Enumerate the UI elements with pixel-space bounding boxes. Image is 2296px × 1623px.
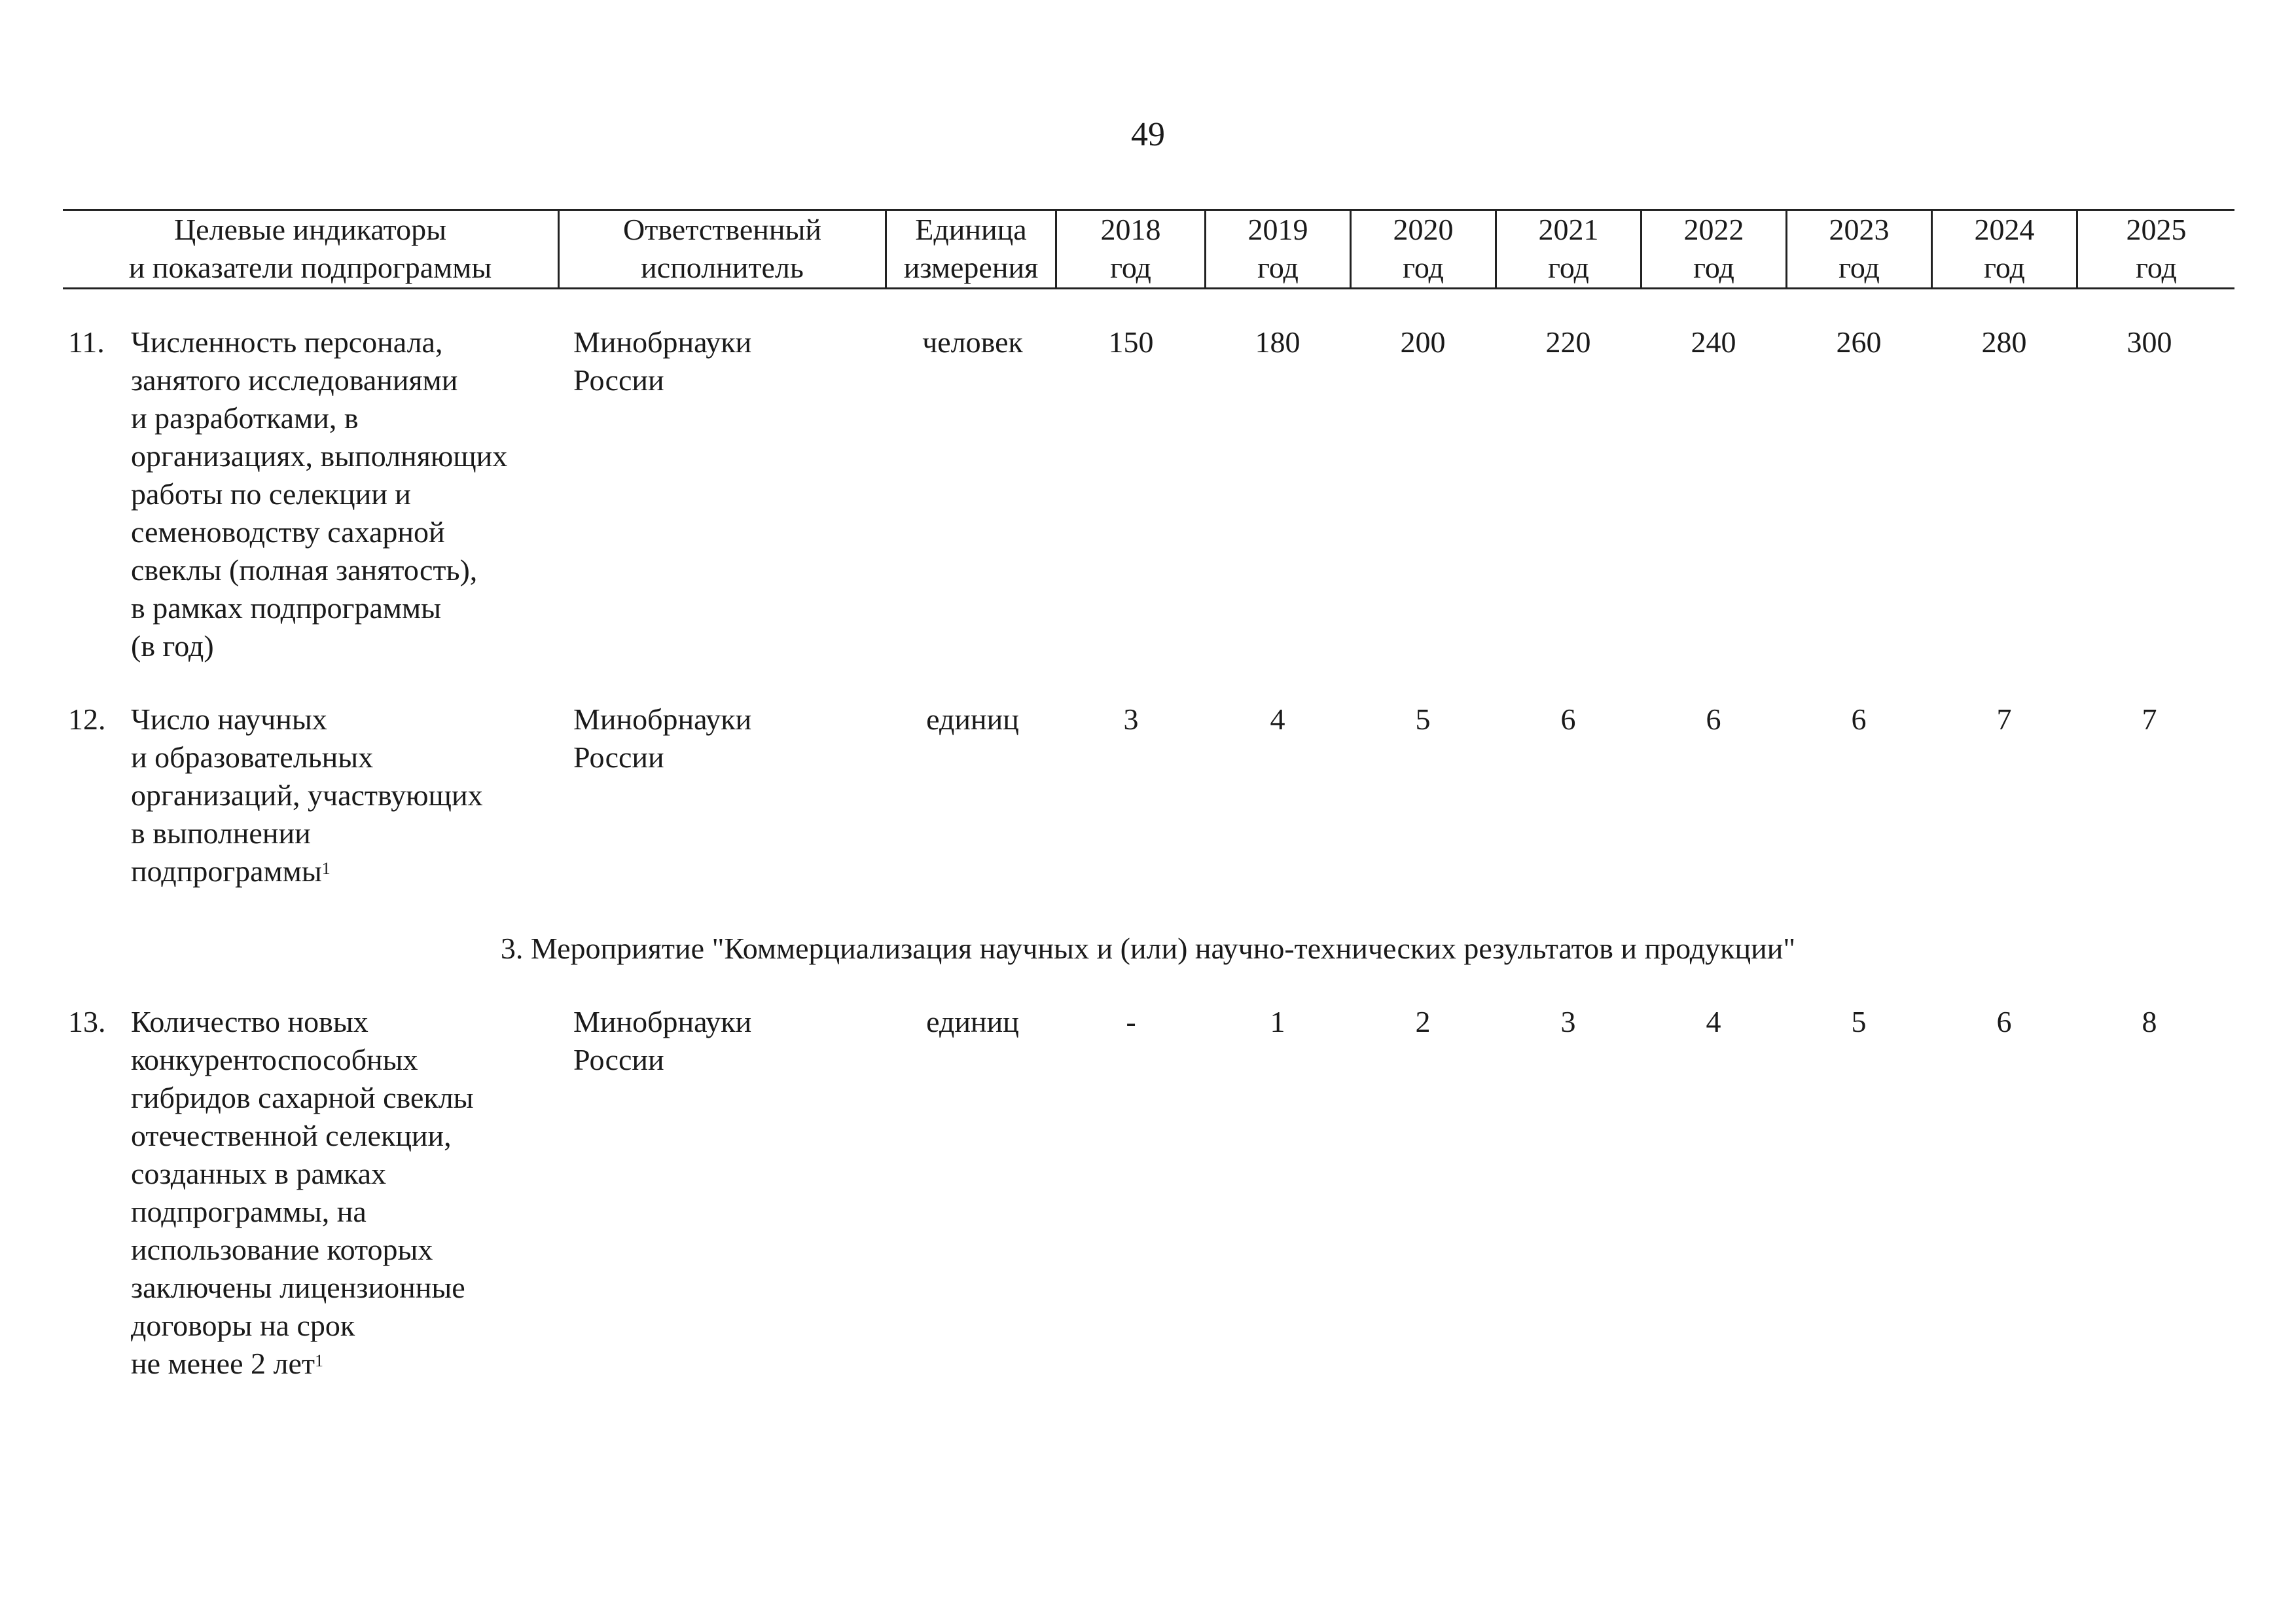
header-year-2018 (1057, 211, 1204, 287)
value-2018: 3 (1123, 702, 1139, 736)
value-2021: 220 (1545, 325, 1591, 359)
value-2025: 8 (2142, 1005, 2157, 1038)
value-2022: 6 (1706, 702, 1721, 736)
indicator-line: конкурентоспособных (131, 1043, 418, 1076)
indicator-line: в выполнении (131, 816, 311, 850)
header-year: 2019 (1247, 213, 1308, 246)
value-2019: 1 (1270, 1005, 1285, 1038)
row-indicator (131, 323, 550, 665)
value-2023: 5 (1851, 1005, 1867, 1038)
indicator-line (131, 1345, 550, 1383)
indicator-line: Количество новых (131, 1005, 368, 1038)
indicator-line-text: не менее 2 лет (131, 1347, 315, 1380)
header-executor-line: Ответственный (623, 213, 821, 246)
value-2024: 7 (1996, 702, 2012, 736)
row-number: 12. (68, 702, 106, 736)
indicator-line: отечественной селекции, (131, 1119, 452, 1152)
value-2024: 6 (1996, 1005, 2012, 1038)
value-2025: 300 (2126, 325, 2172, 359)
row-indicator (131, 701, 550, 890)
indicator-line: свеклы (полная занятость), (131, 553, 478, 587)
value-2018: 150 (1108, 325, 1154, 359)
header-year-unit: год (1110, 251, 1151, 284)
executor-line: Минобрнауки (573, 1005, 752, 1038)
indicator-line: семеноводству сахарной (131, 515, 445, 549)
row-unit: человек (922, 325, 1023, 359)
header-year-2021 (1497, 211, 1640, 287)
value-2023: 260 (1836, 325, 1882, 359)
row-number: 13. (68, 1005, 106, 1038)
value-2021: 3 (1560, 1005, 1576, 1038)
indicator-line: организаций, участвующих (131, 778, 483, 812)
indicator-line: использование которых (131, 1233, 433, 1266)
header-year-2023 (1787, 211, 1931, 287)
indicator-line (131, 852, 550, 890)
indicator-line: (в год) (131, 629, 214, 663)
header-year-2022 (1642, 211, 1785, 287)
header-year-unit: год (2136, 251, 2177, 284)
header-executor (560, 211, 885, 287)
row-unit: единиц (926, 1005, 1019, 1038)
header-unit (887, 211, 1055, 287)
header-executor-line: исполнитель (641, 251, 804, 284)
header-year-2020 (1352, 211, 1495, 287)
row-executor (573, 1003, 874, 1079)
value-2024: 280 (1981, 325, 2027, 359)
value-2018: - (1126, 1005, 1136, 1038)
executor-line: России (573, 363, 664, 397)
value-2022: 4 (1706, 1005, 1721, 1038)
indicator-line: гибридов сахарной свеклы (131, 1081, 474, 1114)
header-year: 2024 (1974, 213, 2035, 246)
indicator-line: занятого исследованиями (131, 363, 458, 397)
footnote-marker: 1 (321, 859, 331, 878)
header-year-2025 (2078, 211, 2234, 287)
executor-line: Минобрнауки (573, 325, 752, 359)
row-unit: единиц (926, 702, 1019, 736)
indicator-line: подпрограммы, на (131, 1195, 367, 1228)
header-indicator (63, 211, 558, 287)
indicator-line: в рамках подпрограммы (131, 591, 442, 625)
indicator-line: Число научных (131, 702, 327, 736)
indicator-line: Численность персонала, (131, 325, 443, 359)
executor-line: России (573, 1043, 664, 1076)
page-number: 49 (1131, 116, 1165, 153)
indicator-line: и образовательных (131, 740, 374, 774)
indicator-line: заключены лицензионные (131, 1271, 465, 1304)
indicator-line: созданных в рамках (131, 1157, 387, 1190)
header-year-unit: год (1693, 251, 1734, 284)
value-2020: 5 (1415, 702, 1431, 736)
header-year-unit: год (1548, 251, 1589, 284)
value-2022: 240 (1691, 325, 1736, 359)
value-2020: 200 (1400, 325, 1446, 359)
row-indicator (131, 1003, 550, 1383)
header-year-unit: год (1257, 251, 1299, 284)
indicator-line: и разработками, в (131, 401, 359, 435)
header-year: 2021 (1538, 213, 1599, 246)
indicator-line: организациях, выполняющих (131, 439, 508, 473)
footnote-marker: 1 (315, 1351, 323, 1370)
header-year-2024 (1933, 211, 2076, 287)
indicator-line-text: подпрограммы (131, 854, 322, 888)
header-unit-line: измерения (903, 251, 1039, 284)
value-2019: 4 (1270, 702, 1285, 736)
indicator-line: работы по селекции и (131, 477, 411, 511)
value-2020: 2 (1415, 1005, 1431, 1038)
indicator-line: договоры на срок (131, 1309, 355, 1342)
row-executor (573, 323, 874, 399)
value-2021: 6 (1560, 702, 1576, 736)
value-2019: 180 (1255, 325, 1300, 359)
header-bottom-rule (63, 287, 2234, 289)
row-executor (573, 701, 874, 776)
header-indicator-line: Целевые индикаторы (173, 213, 447, 246)
header-unit-line: Единица (915, 213, 1027, 246)
row-number: 11. (68, 325, 105, 359)
header-year: 2020 (1393, 213, 1454, 246)
header-indicator-line: и показатели подпрограммы (128, 251, 492, 284)
header-year: 2018 (1100, 213, 1161, 246)
header-year: 2025 (2126, 213, 2187, 246)
section-title: 3. Мероприятие "Коммерциализация научных и (или) научно-технических результатов и продукции" (500, 932, 1796, 965)
header-year-unit: год (1403, 251, 1444, 284)
header-year-2019 (1206, 211, 1350, 287)
header-year: 2023 (1829, 213, 1890, 246)
header-year: 2022 (1683, 213, 1744, 246)
header-year-unit: год (1984, 251, 2025, 284)
value-2025: 7 (2142, 702, 2157, 736)
executor-line: России (573, 740, 664, 774)
header-year-unit: год (1839, 251, 1880, 284)
executor-line: Минобрнауки (573, 702, 752, 736)
value-2023: 6 (1851, 702, 1867, 736)
